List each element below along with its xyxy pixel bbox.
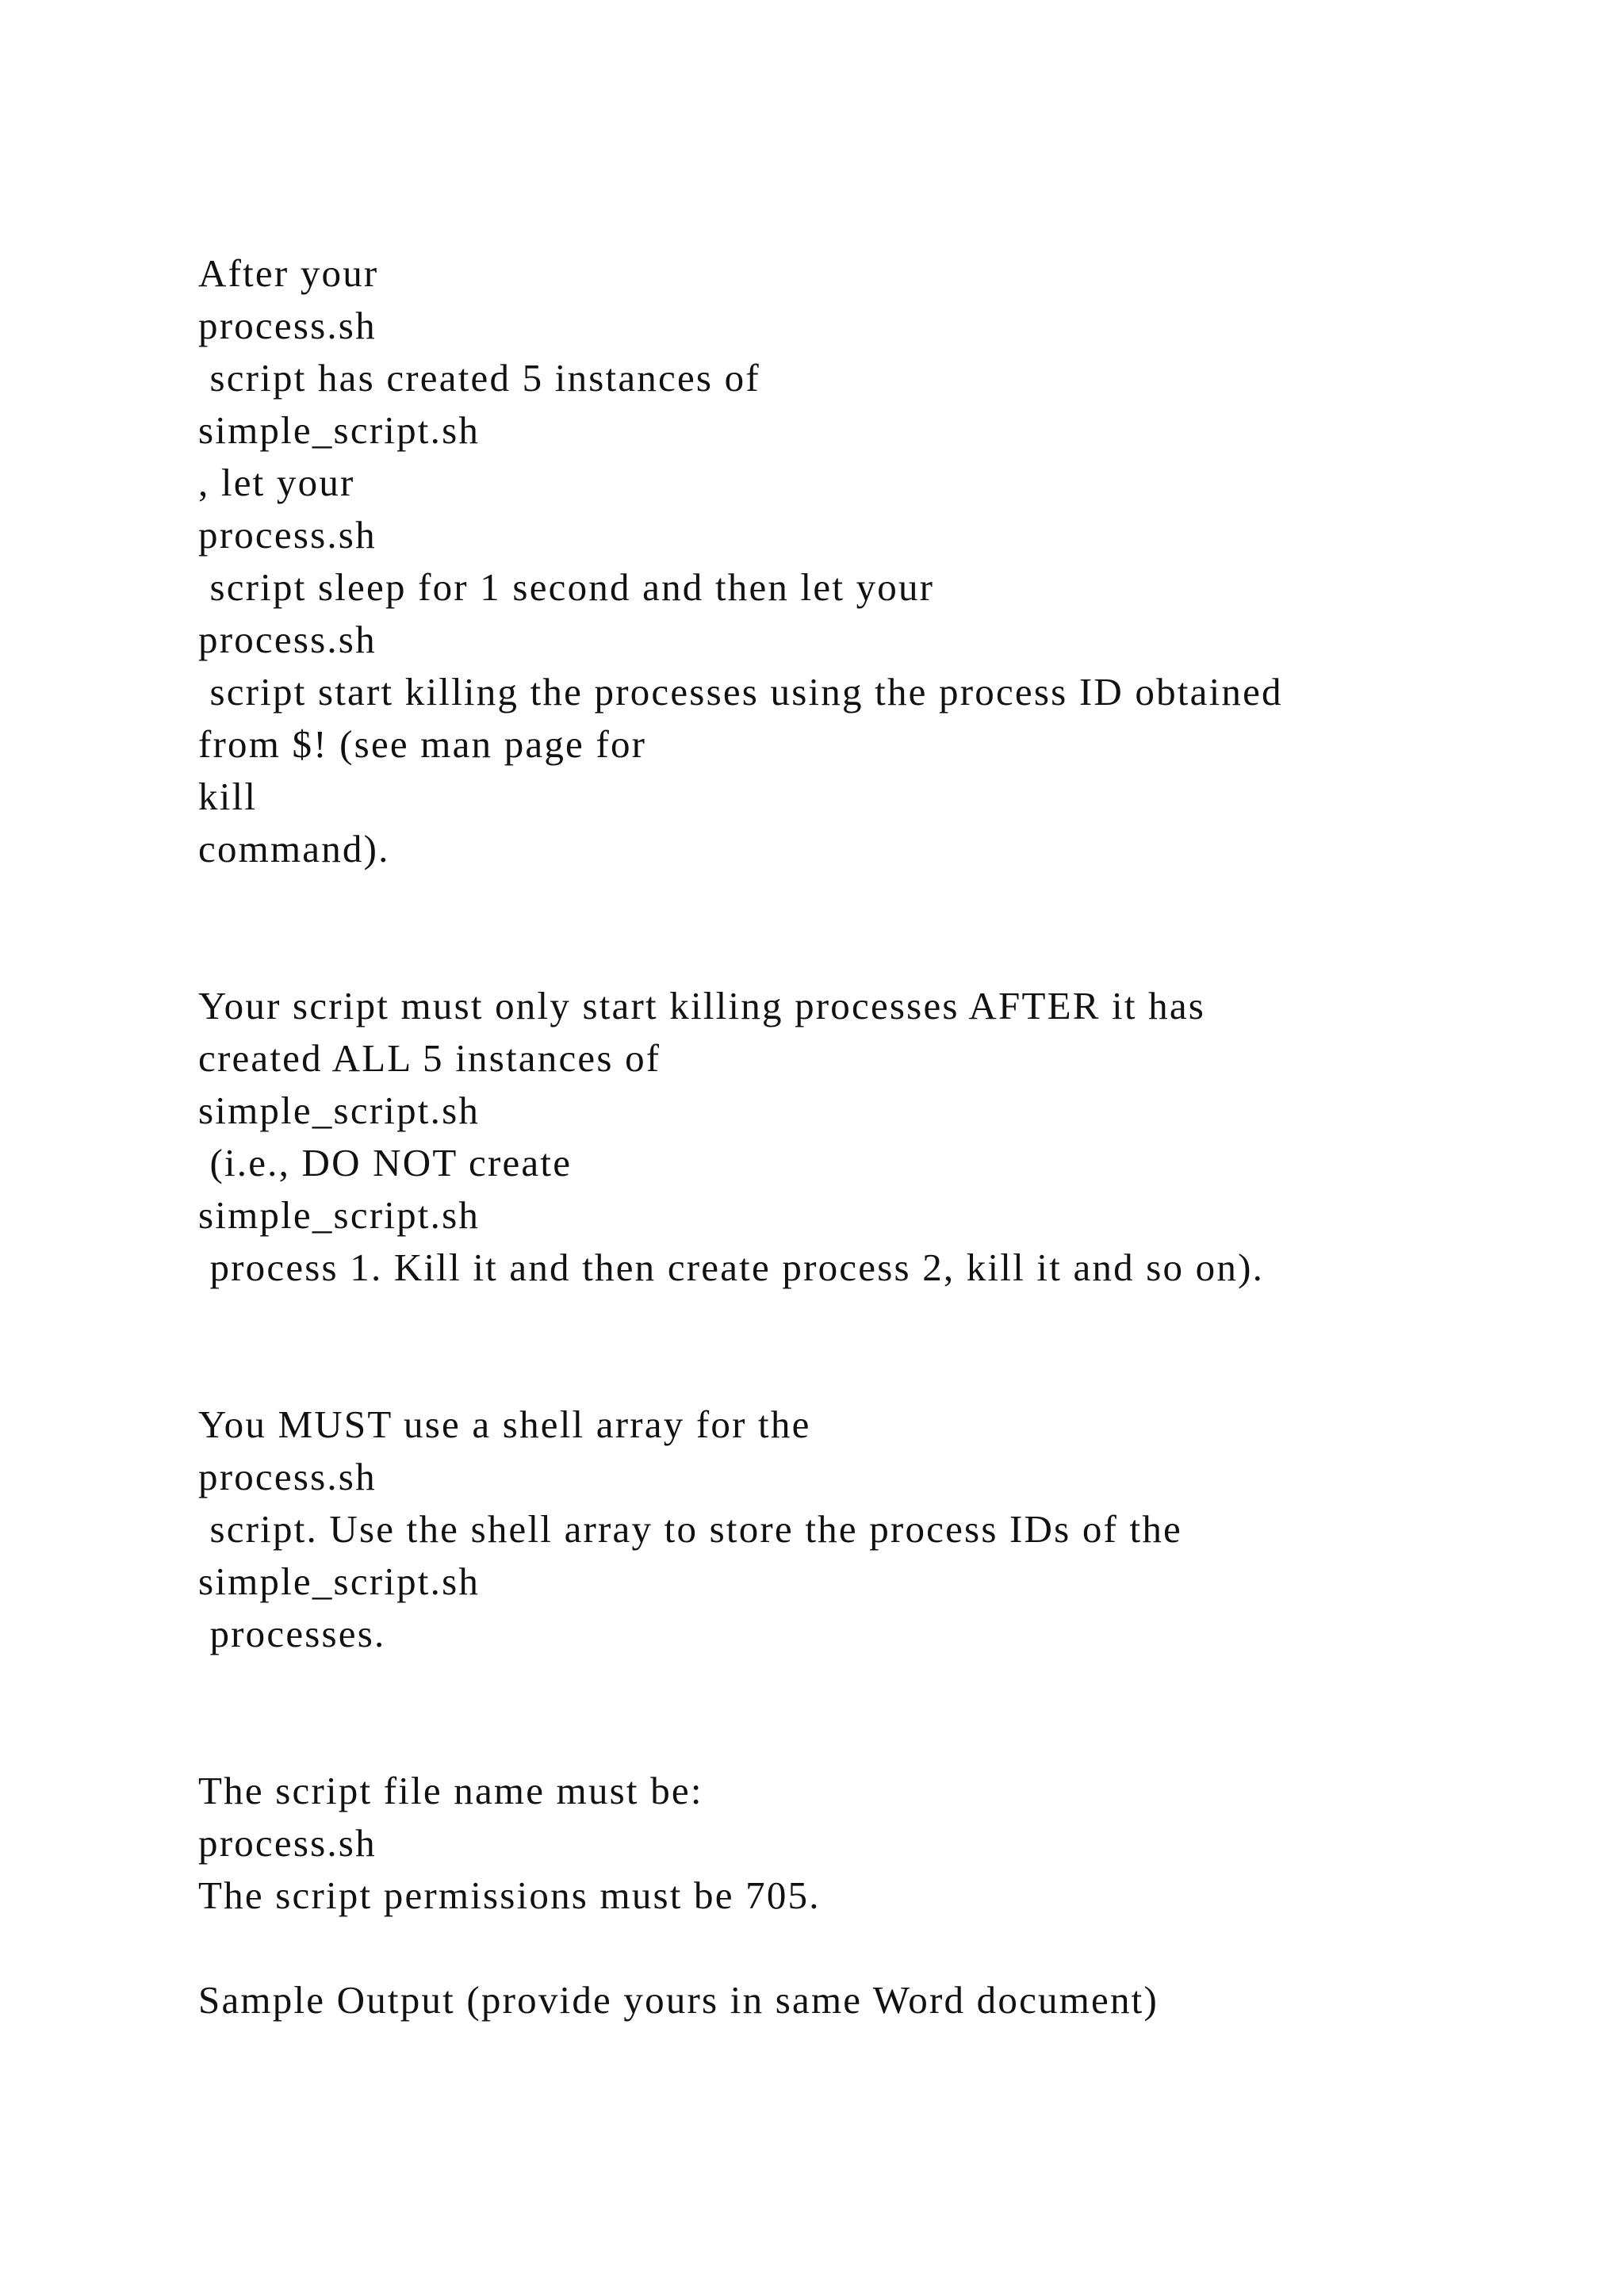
- blank-line: [198, 1922, 1546, 1974]
- document-body: [198, 247, 1546, 2026]
- text-line: simple_script.sh: [198, 1089, 481, 1132]
- text-line: simple_script.sh: [198, 1559, 481, 1603]
- blank-line: [198, 1294, 1546, 1346]
- text-line: kill: [198, 775, 258, 818]
- text-line: processes.: [198, 1612, 386, 1655]
- text-line: command).: [198, 827, 390, 871]
- text-line: The script permissions must be 705.: [198, 1873, 821, 1917]
- blank-line: [198, 1712, 1546, 1765]
- text-line: script start killing the processes using the process ID obtained: [198, 670, 1283, 714]
- text-line: simple_script.sh: [198, 408, 481, 452]
- text-line: script. Use the shell array to store the process IDs of the: [198, 1507, 1182, 1551]
- text-line: simple_script.sh: [198, 1193, 481, 1237]
- text-line: Sample Output (provide yours in same Word document): [198, 1978, 1159, 2022]
- text-line: script sleep for 1 second and then let your: [198, 565, 935, 609]
- blank-line: [198, 875, 1546, 928]
- text-line: created ALL 5 instances of: [198, 1036, 661, 1080]
- blank-line: [198, 928, 1546, 980]
- text-line: Your script must only start killing processes AFTER it has: [198, 984, 1206, 1027]
- text-line: process.sh: [198, 304, 377, 347]
- text-line: process.sh: [198, 1455, 377, 1498]
- blank-line: [198, 1346, 1546, 1399]
- text-line: You MUST use a shell array for the: [198, 1402, 811, 1446]
- text-line: The script file name must be:: [198, 1769, 703, 1812]
- text-line: After your: [198, 251, 379, 295]
- text-line: process.sh: [198, 1821, 377, 1865]
- text-line: process.sh: [198, 618, 377, 661]
- text-line: from $! (see man page for: [198, 722, 647, 766]
- text-line: (i.e., DO NOT create: [198, 1141, 573, 1184]
- text-line: script has created 5 instances of: [198, 356, 760, 400]
- text-line: process.sh: [198, 513, 377, 557]
- text-line: process 1. Kill it and then create process 2, kill it and so on).: [198, 1246, 1265, 1289]
- text-line: , let your: [198, 461, 355, 504]
- blank-line: [198, 1660, 1546, 1712]
